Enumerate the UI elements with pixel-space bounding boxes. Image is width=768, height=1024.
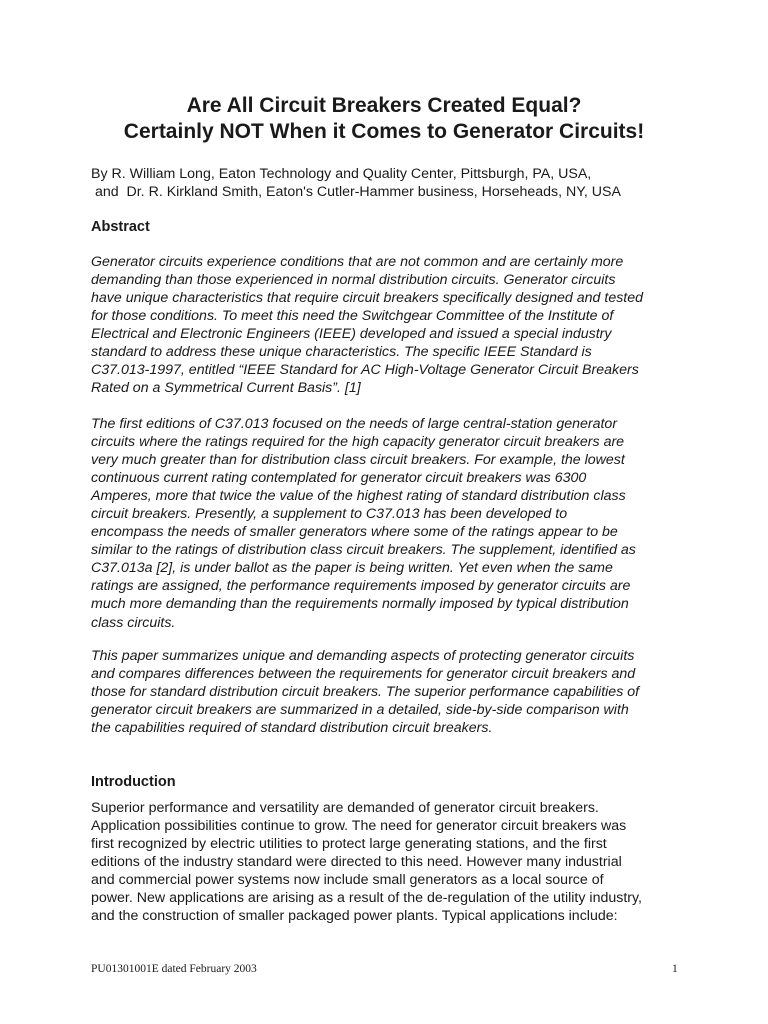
footer-document-id: PU01301001E dated February 2003 — [91, 963, 257, 975]
abstract-paragraph-1 — [91, 253, 691, 397]
footer-page-number: 1 — [672, 963, 678, 975]
byline-line-2: and Dr. R. Kirkland Smith, Eaton's Cutler-Hammer business, Horseheads, NY, USA — [91, 184, 621, 200]
text-line: those for standard distribution circuit breakers. The superior performance capabilities of — [91, 684, 640, 701]
text-line: very much greater than for distribution class circuit breakers. For example, the lowest — [91, 452, 625, 469]
text-line: and compares differences between the requirements for generator circuit breakers and — [91, 666, 636, 683]
text-line: C37.013-1997, entitled “IEEE Standard for AC High-Voltage Generator Circuit Breakers — [91, 362, 639, 379]
text-line: Application possibilities continue to grow. The need for generator circuit breakers was — [91, 818, 627, 835]
text-line: and the construction of smaller packaged power plants. Typical applications include: — [91, 908, 618, 925]
abstract-paragraph-3 — [91, 647, 691, 737]
text-line: editions of the industry standard were directed to this need. However many industrial — [91, 854, 622, 871]
text-line: demanding than those experienced in normal distribution circuits. Generator circuits — [91, 272, 616, 289]
text-line: for those conditions. To meet this need the Switchgear Committee of the Institute of — [91, 308, 614, 325]
text-line: similar to the ratings of distribution class circuit breakers. The supplement, identified as — [91, 542, 636, 559]
document-title-line-2: Certainly NOT When it Comes to Generator Circuits! — [123, 120, 645, 143]
text-line: encompass the needs of smaller generators where some of the ratings appear to be — [91, 524, 618, 541]
document-title-line-1: Are All Circuit Breakers Created Equal? — [186, 94, 582, 117]
text-line: generator circuit breakers are summarized in a detailed, side-by-side comparison with — [91, 702, 629, 719]
text-line: class circuits. — [91, 614, 176, 631]
text-line: have unique characteristics that require circuit breakers specifically designed and tested — [91, 290, 644, 307]
text-line: the capabilities required of standard distribution circuit breakers. — [91, 720, 493, 737]
text-line: continuous current rating contemplated for generator circuit breakers was 6300 — [91, 470, 587, 487]
text-line: The first editions of C37.013 focused on the needs of large central-station generator — [91, 416, 618, 432]
text-line: ratings are assigned, the performance requirements imposed by generator circuits are — [91, 578, 631, 595]
introduction-heading: Introduction — [91, 774, 176, 790]
text-line: much more demanding than the requirements normally imposed by typical distribution — [91, 596, 629, 613]
text-line: Generator circuits experience conditions that are not common and are certainly more — [91, 254, 624, 270]
text-line: and commercial power systems now include small generators as a local source of — [91, 872, 604, 889]
text-line: first recognized by electric utilities to protect large generating stations, and the first — [91, 836, 607, 853]
text-line: circuit breakers. Presently, a supplement to C37.013 has been developed to — [91, 506, 568, 523]
byline-line-1: By R. William Long, Eaton Technology and Quality Center, Pittsburgh, PA, USA, — [91, 166, 592, 182]
text-line: Electrical and Electronic Engineers (IEEE) developed and issued a special industry — [91, 326, 612, 343]
abstract-paragraph-2 — [91, 415, 691, 632]
text-line: circuits where the ratings required for the high capacity generator circuit breakers are — [91, 434, 625, 451]
abstract-heading: Abstract — [91, 219, 150, 235]
text-line: This paper summarizes unique and demanding aspects of protecting generator circuits — [91, 648, 635, 664]
text-line: Rated on a Symmetrical Current Basis”. [1] — [91, 380, 361, 397]
text-line: C37.013a [2], is under ballot as the paper is being written. Yet even when the same — [91, 560, 613, 577]
text-line: Amperes, more that twice the value of the highest rating of standard distribution class — [91, 488, 626, 505]
text-line: power. New applications are arising as a result of the de-regulation of the utility industry, — [91, 890, 642, 907]
text-line: Superior performance and versatility are demanded of generator circuit breakers. — [91, 800, 599, 816]
introduction-paragraph — [91, 799, 691, 925]
text-line: standard to address these unique characteristics. The specific IEEE Standard is — [91, 344, 592, 361]
